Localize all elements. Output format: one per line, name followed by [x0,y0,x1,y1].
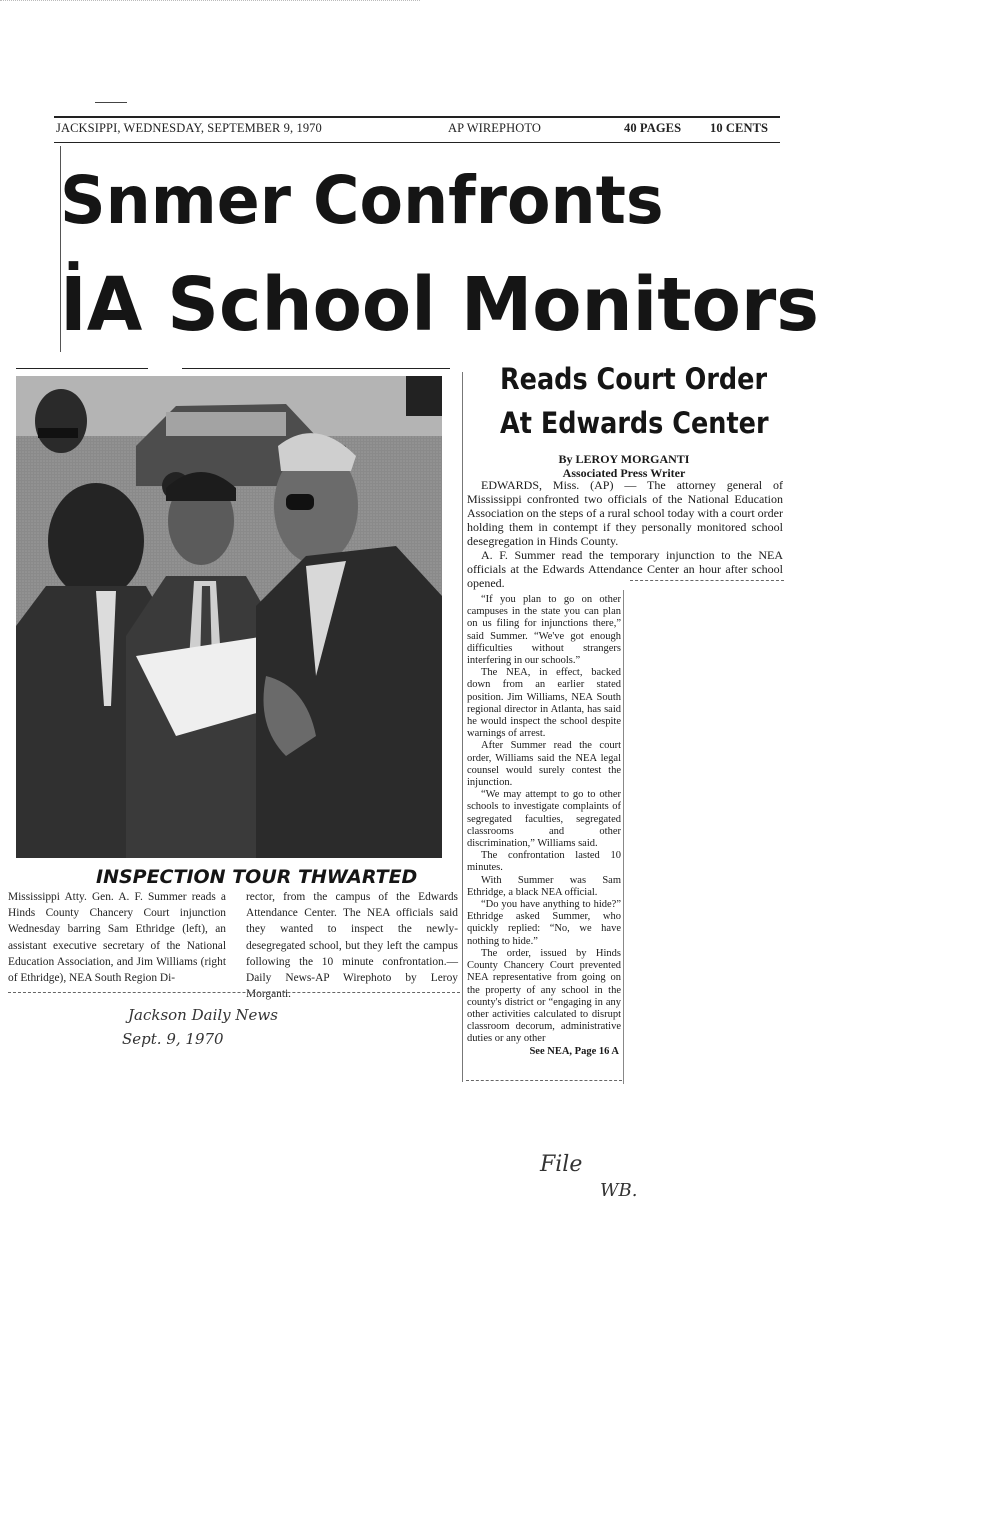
column-divider [462,372,463,1082]
story-lead [467,478,783,590]
caption-title: INSPECTION TOUR THWARTED [96,866,418,888]
photo-illustration [16,376,442,858]
folio-price: 10 CENTS [710,121,769,135]
caption-bottom-rule [8,992,460,993]
story-continuation [467,594,621,1058]
folio-top-rule [54,116,780,118]
scan-mark [95,102,127,103]
headline-line-1: Snmer Confronts [60,162,664,239]
handwritten-source: Jackson Daily News [128,1006,278,1024]
story-paragraph: After Summer read the court order, Williams said the NEA legal counsel would surely contest the injunction. [467,740,621,789]
story-end-rule [466,1080,622,1081]
headline-line-2: İA School Monitors [60,262,820,348]
folio-pages: 40 PAGES [624,121,682,135]
story-paragraph: “Do you have anything to hide?” Ethridge asked Summer, who quickly replied: “No, we have nothing to hide.” [467,899,621,947]
handwritten-date: Sept. 9, 1970 [122,1030,224,1048]
story-paragraph: With Summer was Sam Ethridge, a black NEA official. [467,874,621,898]
byline-author: By LEROY MORGANTI [558,452,690,466]
photo-top-rule-right [182,368,450,369]
subheadline-line-1: Reads Court Order [500,362,768,396]
story-paragraph: “If you plan to go on other campuses in the state you can plan on us filing for injunctions there,” said Summer. “We've got enough difficulties without strangers interfering in our schools.” [467,594,621,667]
folio-bottom-rule [54,142,780,143]
photo-top-rule-left [16,368,148,369]
byline-title: Associated Press Writer [562,466,686,480]
story-paragraph: The confrontation lasted 10 minutes. [467,850,621,874]
folio-wirephoto: AP WIREPHOTO [448,121,541,135]
handwritten-initials: WB. [600,1180,638,1201]
handwritten-file-note: File [540,1152,583,1177]
byline [466,452,782,480]
folio-line [56,121,778,137]
subheadline-line-2: At Edwards Center [500,406,769,440]
news-photo [16,376,442,858]
caption-column-1: Mississippi Atty. Gen. A. F. Summer reads a Hinds County Chancery Court injunction Wednesday barring Sam Ethridge (left), an assistant executive secretary of the National Education Association, and Jim Williams (right of Ethridge), NEA South Region Di- [8,891,226,985]
story-paragraph: The NEA, in effect, backed down from an earlier stated position. Jim Williams, NEA South regional director in Atlanta, has said he would inspect the school despite warnings of arrest. [467,667,621,740]
jump-line: See NEA, Page 16 A [529,1045,619,1057]
story-paragraph: A. F. Summer read the temporary injunction to the NEA officials at the Edwards Attendance Center an hour after school opened. [467,548,783,590]
folio-date: JACKSIPPI, WEDNESDAY, SEPTEMBER 9, 1970 [56,121,322,135]
story-paragraph: The order, issued by Hinds County Chancery Court prevented NEA representative from going on the property of any school in the county's district or “engaging in any other activities calculated to disrupt classroom decorum, administrative duties or any other [467,947,621,1045]
column-break-rule [630,580,784,581]
scan-edge-dots [0,0,420,4]
story-paragraph: “We may attempt to go to other schools to investigate complaints of segregated faculties, segregated classrooms and other discrimination,” Williams said. [467,789,621,850]
story-paragraph: EDWARDS, Miss. (AP) — The attorney general of Mississippi confronted two officials of the National Education Association on the steps of a rural school today with a court order holding them in contempt if they personally monitored school desegregation in Hinds County. [467,478,783,548]
caption-column-2: rector, from the campus of the Edwards Attendance Center. The NEA officials said they wanted to inspect the newly-desegregated school, but they left the campus following the 10 minute confrontation.—Daily News-AP Wirephoto by Leroy Morganti. [246,891,458,1001]
narrow-column-right-border [623,590,624,1084]
